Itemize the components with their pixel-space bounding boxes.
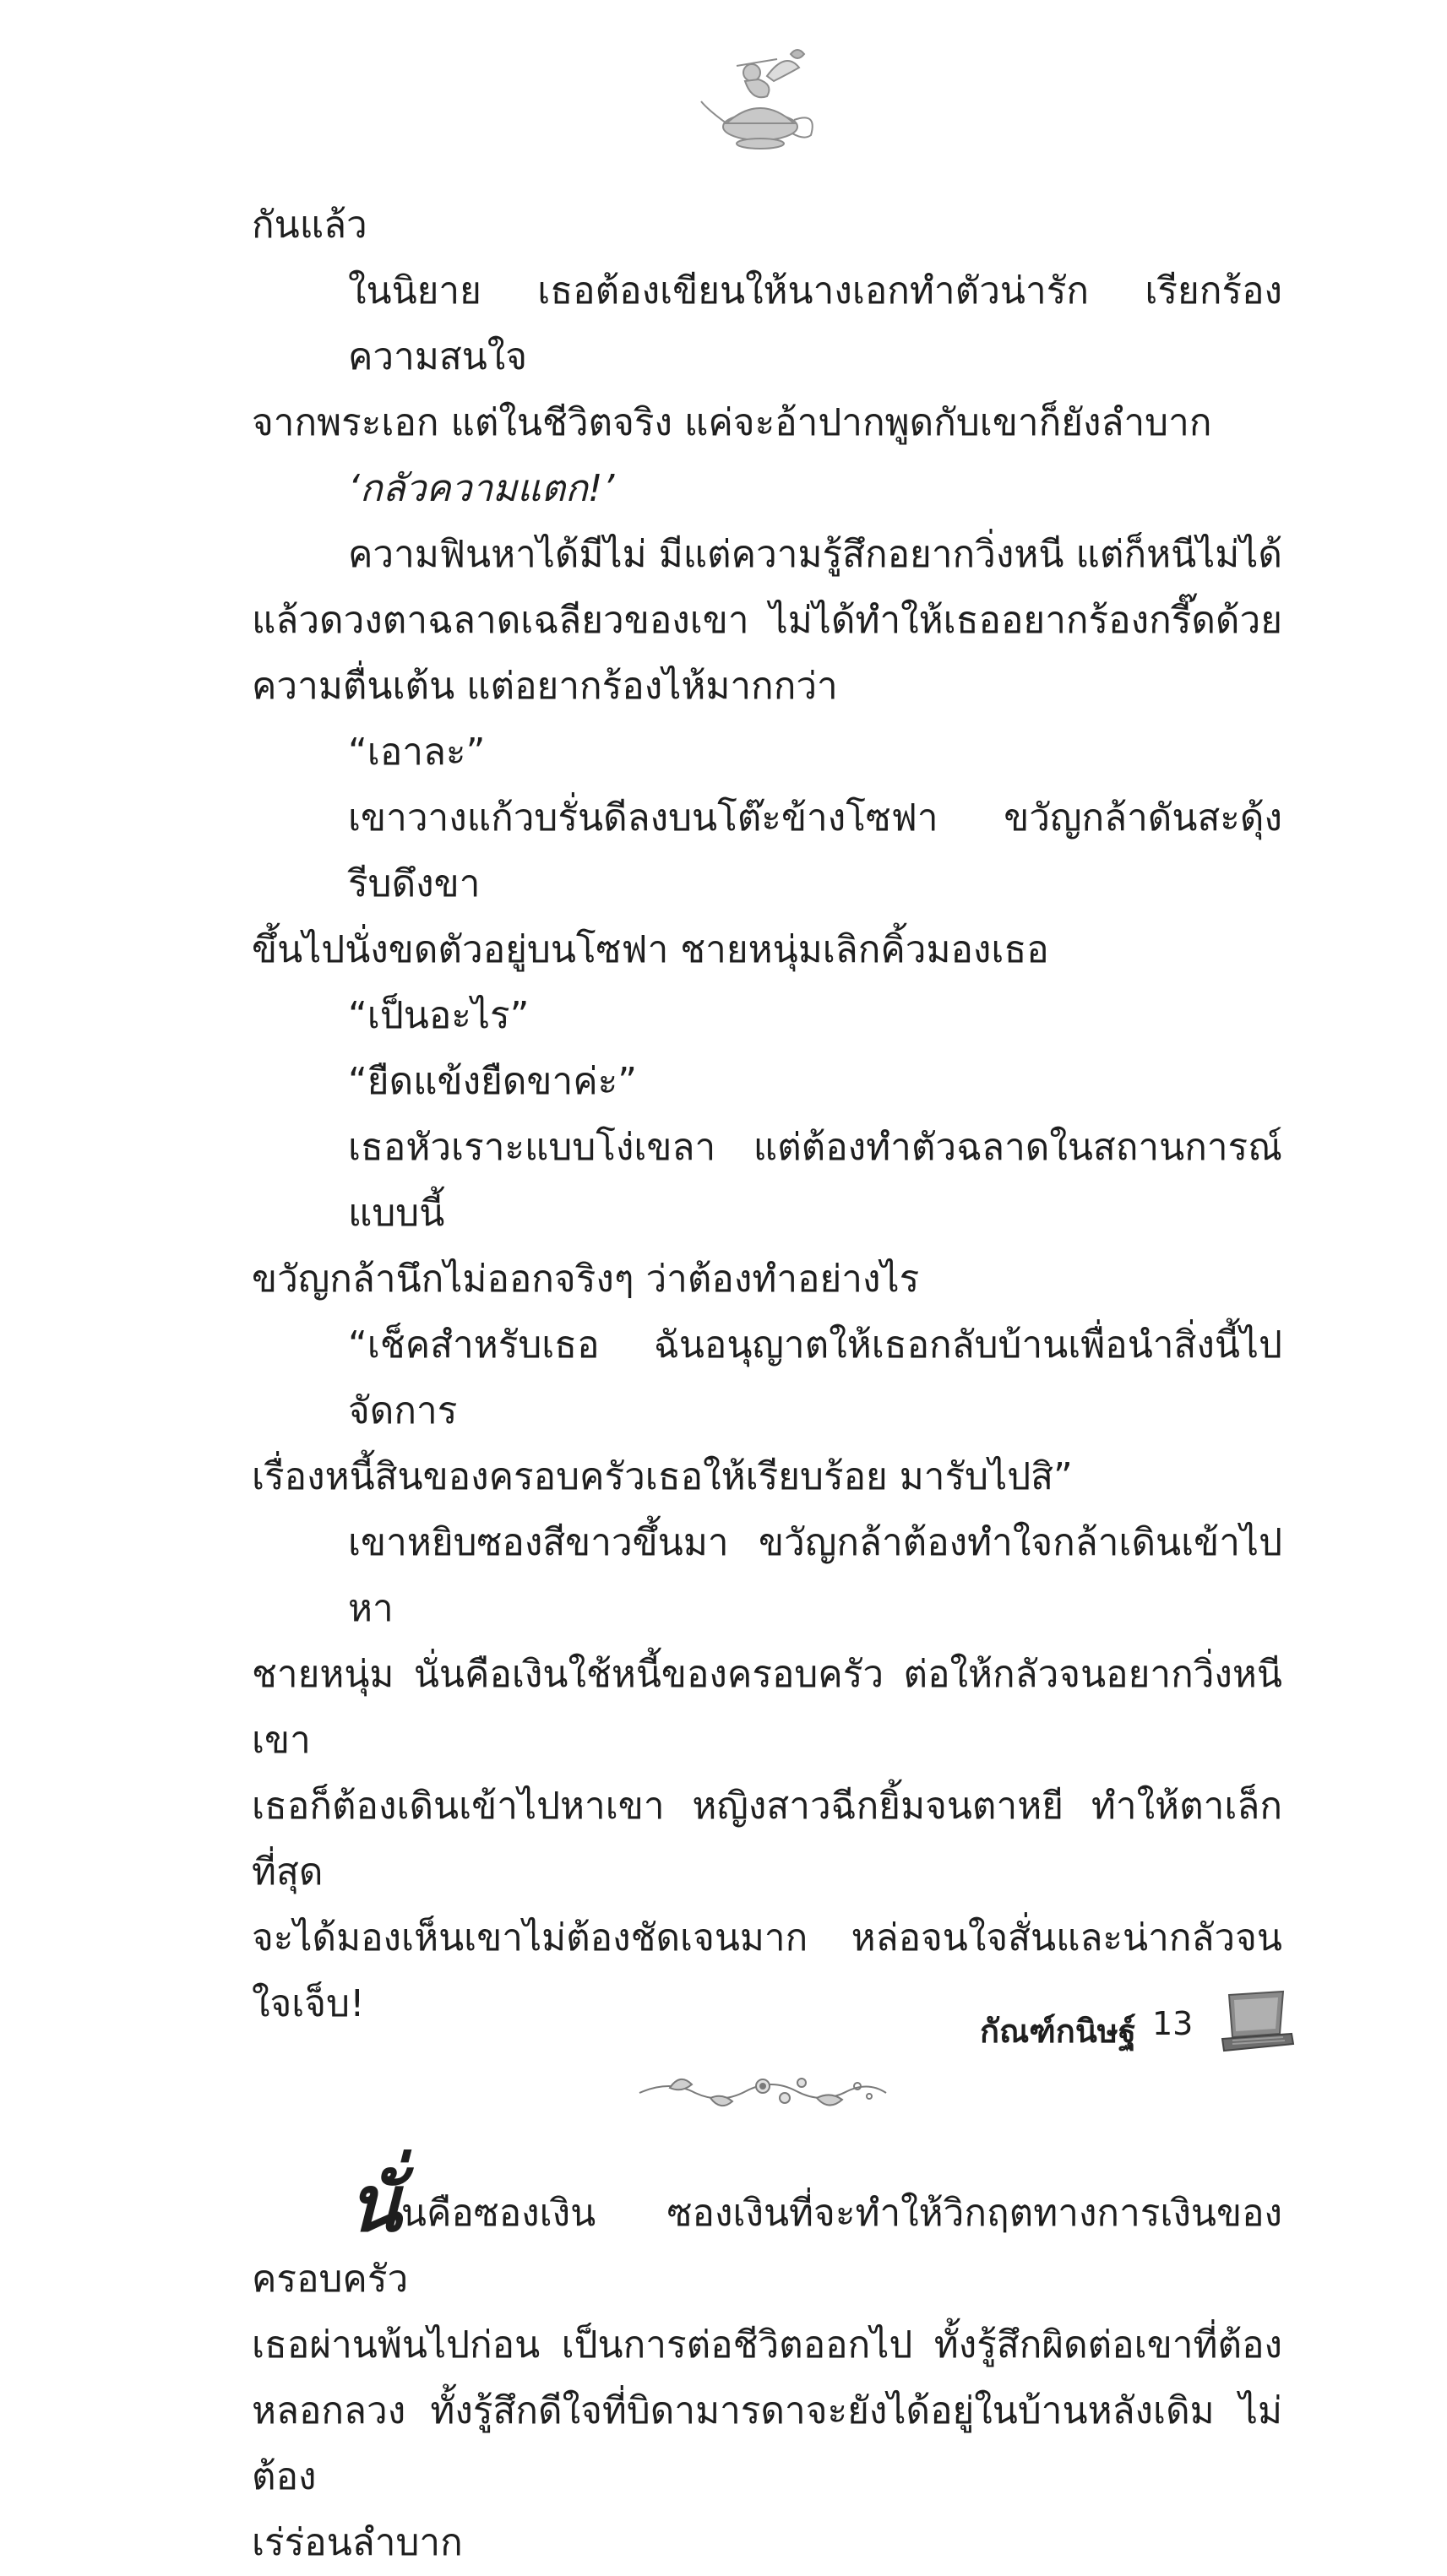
text-line: ความฟินหาได้มีไม่ มีแต่ความรู้สึกอยากวิ่งหนี แต่ก็หนีไม่ได้ [348, 533, 1282, 576]
floral-divider-icon [636, 2068, 889, 2115]
text-line: จากพระเอก แต่ในชีวิตจริง แค่จะอ้าปากพูดกับเขาก็ยังลำบาก [252, 401, 1212, 444]
text-line: หลอกลวง ทั้งรู้สึกดีใจที่บิดามารดาจะยังได้อยู่ในบ้านหลังเดิม ไม่ต้อง [252, 2389, 1282, 2498]
text-line: “ยืดแข้งยืดขาค่ะ” [348, 1060, 638, 1103]
text-line: เร่ร่อนลำบาก [252, 2521, 463, 2564]
text-line: ‘กลัวความแตก!’ [348, 467, 615, 510]
text-line: เขาหยิบซองสีขาวขึ้นมา ขวัญกล้าต้องทำใจกล้าเดินเข้าไปหา [348, 1521, 1282, 1630]
laptop-icon [1221, 1990, 1295, 2052]
section-opening-line [252, 2159, 1282, 2312]
text-line: ขึ้นไปนั่งขดตัวอยู่บนโซฟา ชายหนุ่มเลิกคิ้วมองเธอ [252, 928, 1049, 971]
text-line: เธอหัวเราะแบบโง่เขลา แต่ต้องทำตัวฉลาดในสถานการณ์แบบนี้ [348, 1126, 1282, 1235]
text-line: “เอาละ” [348, 731, 486, 774]
text-line: “เป็นอะไร” [348, 994, 530, 1037]
cupid-teapot-ornament-icon [693, 42, 828, 152]
text-line: เขาวางแก้วบรั่นดีลงบนโต๊ะข้างโซฟา ขวัญกล้าดันสะดุ้ง รีบดึงขา [348, 796, 1282, 905]
text-line: ความตื่นเต้น แต่อยากร้องไห้มากกว่า [252, 665, 838, 708]
text-line: ขวัญกล้านึกไม่ออกจริงๆ ว่าต้องทำอย่างไร [252, 1258, 920, 1301]
text-line: เธอก็ต้องเดินเข้าไปหาเขา หญิงสาวฉีกยิ้มจนตาหยี ทำให้ตาเล็กที่สุด [252, 1785, 1282, 1894]
body-text [252, 193, 1282, 2576]
text-line: ในนิยาย เธอต้องเขียนให้นางเอกทำตัวน่ารัก เรียกร้องความสนใจ [348, 269, 1282, 378]
text-line: เธอผ่านพ้นไปก่อน เป็นการต่อชีวิตออกไป ทั้งรู้สึกผิดต่อเขาที่ต้อง [252, 2323, 1282, 2367]
book-title: กัณฑ์กนิษฐ์ [980, 2013, 1136, 2050]
text-line: “เช็คสำหรับเธอ ฉันอนุญาตให้เธอกลับบ้านเพื่อนำสิ่งนี้ไปจัดการ [348, 1323, 1282, 1432]
drop-cap: นั่ [348, 2159, 401, 2249]
text-line: ชายหนุ่ม นั่นคือเงินใช้หนี้ของครอบครัว ต่อให้กลัวจนอยากวิ่งหนีเขา [252, 1653, 1282, 1762]
text-line: เรื่องหนี้สินของครอบครัวเธอให้เรียบร้อย มารับไปสิ” [252, 1455, 1073, 1498]
opening-line-text: นคือซองเงิน ซองเงินที่จะทำให้วิกฤตทางการเงินของครอบครัว [252, 2192, 1282, 2301]
page-number: 13 [1152, 2005, 1194, 2042]
text-line: กันแล้ว [252, 204, 367, 247]
text-line: จะได้มองเห็นเขาไม่ต้องชัดเจนมาก หล่อจนใจสั่นและน่ากลัวจนใจเจ็บ! [252, 1916, 1282, 2025]
text-line: แล้วดวงตาฉลาดเฉลียวของเขา ไม่ได้ทำให้เธออยากร้องกรี๊ดด้วย [252, 599, 1282, 642]
